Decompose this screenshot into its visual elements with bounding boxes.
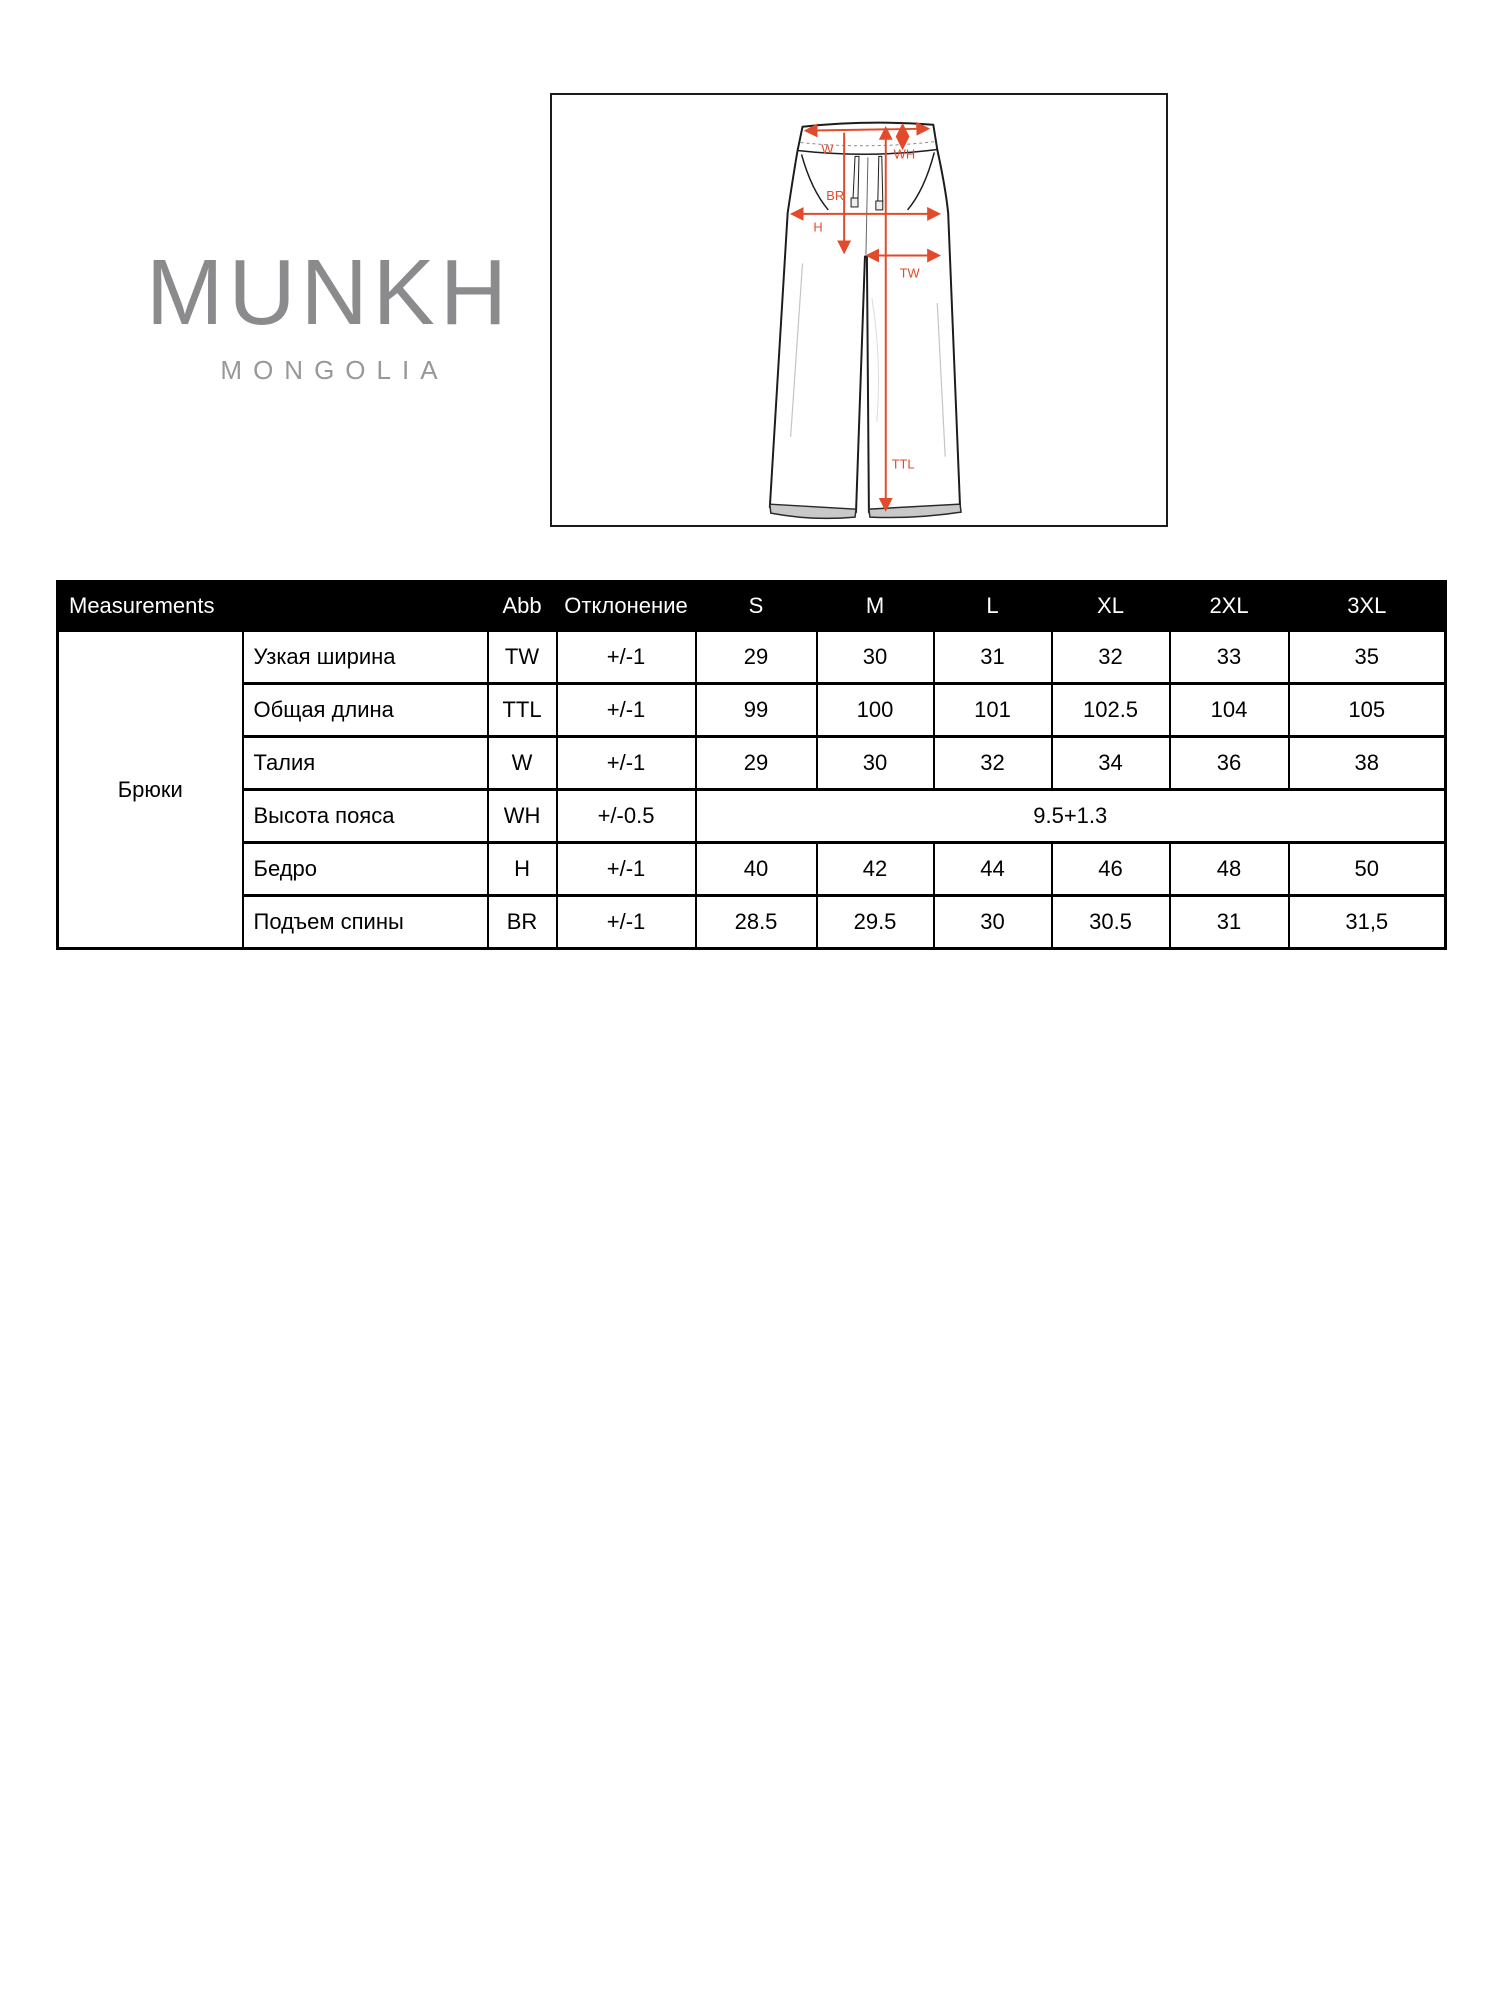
row-deviation-cell: +/-1 [557, 896, 696, 949]
table-row [58, 843, 1446, 896]
row-value-cell: 34 [1052, 737, 1170, 790]
brand-name: MUNKH [146, 240, 512, 344]
waist-label: W [821, 141, 834, 157]
table-header-row [58, 582, 1446, 631]
row-value-cell: 40 [696, 843, 817, 896]
row-value-cell: 30 [817, 631, 934, 684]
row-value-cell: 50 [1289, 843, 1446, 896]
row-value-cell: 30 [934, 896, 1052, 949]
row-value-cell: 28.5 [696, 896, 817, 949]
row-value-cell: 104 [1170, 684, 1289, 737]
waistband-height-label: WH [893, 146, 916, 162]
row-value-cell: 35 [1289, 631, 1446, 684]
row-abb-cell: W [488, 737, 557, 790]
row-value-cell: 9.5+1.3 [696, 790, 1446, 843]
row-value-cell: 38 [1289, 737, 1446, 790]
row-value-cell: 29 [696, 631, 817, 684]
measurements-table [56, 580, 1447, 950]
table-body [58, 631, 1446, 949]
body-rise-label: BR [826, 188, 845, 204]
row-value-cell: 32 [934, 737, 1052, 790]
row-value-cell: 99 [696, 684, 817, 737]
header-size-l: L [934, 582, 1052, 631]
row-value-cell: 42 [817, 843, 934, 896]
brand-subtitle: MONGOLIA [220, 355, 449, 385]
row-deviation-cell: +/-1 [557, 737, 696, 790]
row-deviation-cell: +/-1 [557, 684, 696, 737]
header-deviation: Отклонение [557, 582, 696, 631]
header-size-2xl: 2XL [1170, 582, 1289, 631]
row-value-cell: 33 [1170, 631, 1289, 684]
row-value-cell: 31 [1170, 896, 1289, 949]
table-row [58, 790, 1446, 843]
row-value-cell: 29.5 [817, 896, 934, 949]
row-value-cell: 29 [696, 737, 817, 790]
row-abb-cell: TW [488, 631, 557, 684]
row-name-cell: Общая длина [243, 684, 488, 737]
row-value-cell: 36 [1170, 737, 1289, 790]
row-deviation-cell: +/-1 [557, 631, 696, 684]
table-row [58, 896, 1446, 949]
pants-diagram-box [550, 93, 1168, 527]
row-value-cell: 48 [1170, 843, 1289, 896]
table-row [58, 684, 1446, 737]
hip-label: H [813, 219, 823, 235]
row-name-cell: Талия [243, 737, 488, 790]
table-row [58, 737, 1446, 790]
row-value-cell: 30.5 [1052, 896, 1170, 949]
row-value-cell: 105 [1289, 684, 1446, 737]
row-value-cell: 101 [934, 684, 1052, 737]
header-size-3xl: 3XL [1289, 582, 1446, 631]
pants-technical-drawing [552, 95, 1166, 525]
row-value-cell: 30 [817, 737, 934, 790]
row-value-cell: 31 [934, 631, 1052, 684]
row-deviation-cell: +/-1 [557, 843, 696, 896]
row-value-cell: 31,5 [1289, 896, 1446, 949]
row-name-cell: Высота пояса [243, 790, 488, 843]
category-cell: Брюки [58, 631, 243, 949]
row-abb-cell: BR [488, 896, 557, 949]
pants-outline [770, 123, 961, 519]
row-name-cell: Подъем спины [243, 896, 488, 949]
brand-logo [140, 240, 518, 386]
row-abb-cell: H [488, 843, 557, 896]
header-abb: Abb [488, 582, 557, 631]
header-measurements: Measurements [58, 582, 488, 631]
row-name-cell: Узкая ширина [243, 631, 488, 684]
row-abb-cell: WH [488, 790, 557, 843]
total-length-label: TTL [891, 456, 915, 472]
row-name-cell: Бедро [243, 843, 488, 896]
row-value-cell: 46 [1052, 843, 1170, 896]
header-size-m: M [817, 582, 934, 631]
thigh-width-label: TW [899, 265, 920, 281]
row-deviation-cell: +/-0.5 [557, 790, 696, 843]
row-value-cell: 102.5 [1052, 684, 1170, 737]
row-value-cell: 32 [1052, 631, 1170, 684]
row-abb-cell: TTL [488, 684, 557, 737]
row-value-cell: 44 [934, 843, 1052, 896]
row-value-cell: 100 [817, 684, 934, 737]
header-size-s: S [696, 582, 817, 631]
table-row [58, 631, 1446, 684]
header-size-xl: XL [1052, 582, 1170, 631]
